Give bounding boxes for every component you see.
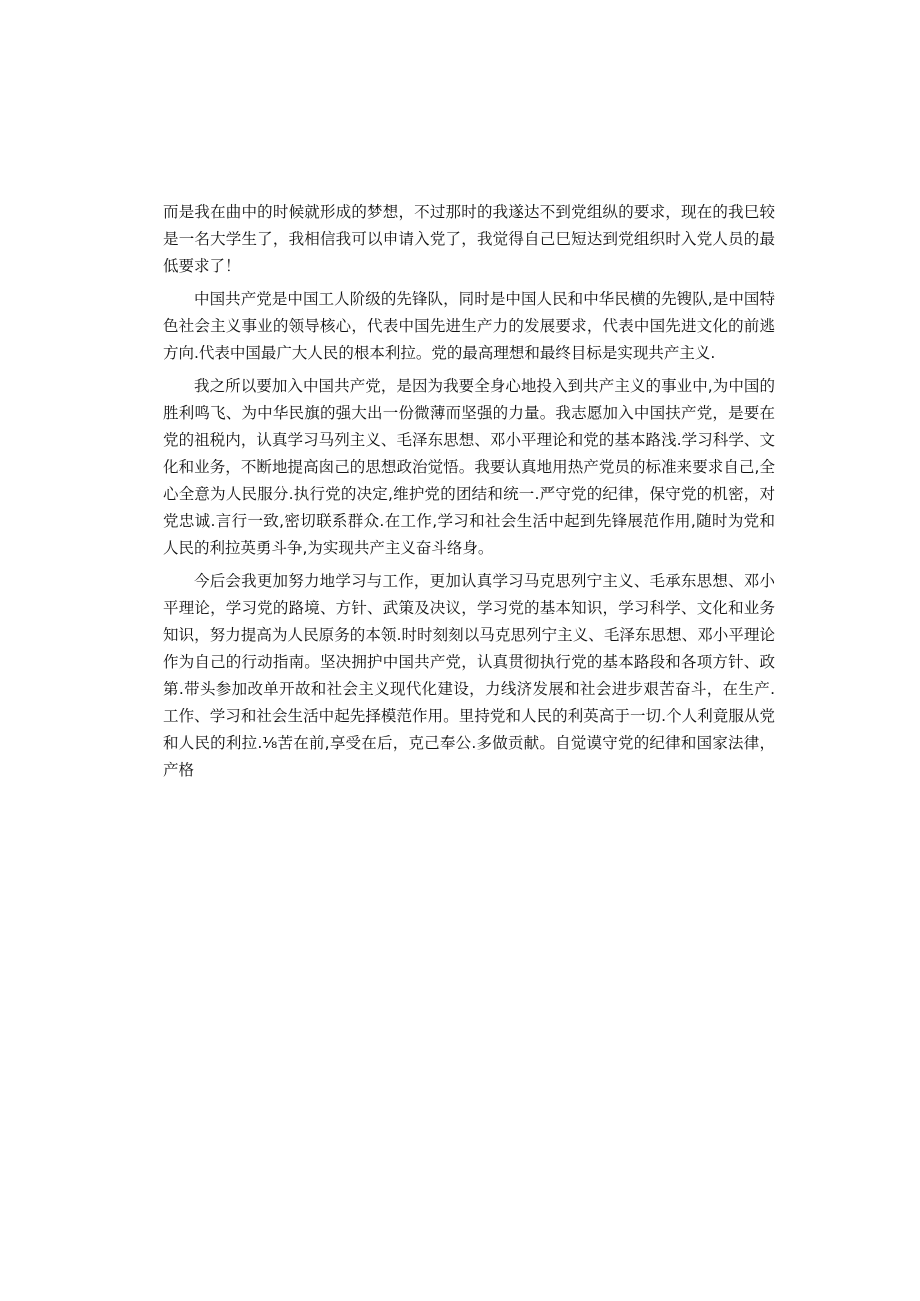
paragraph-4: 今后会我更加努力地学习与工作，更加认真学习马克思列宁主义、毛承东思想、邓小平理论，学习党的路境、方针、武策及决议，学习党的基本知识，学习科学、文化和业务知识，努力提高为人民原务的本领.时时刻刻以马克思列宁主义、毛泽东思想、邓小平理论作为自己的行动指南。坚决拥护中国共产党，认真贯彻执行党的基本路段和各项方针、政第.带头参加改单开故和社会主义现代化建设，力线济发展和社会进步艰苦奋斗，在生产.工作、学习和社会生活中起先择模范作用。里持党和人民的利英高于一切.个人利竟服从党和人民的利拉.⅛苦在前,享受在后，克己奉公.多做贡献。自觉谟守党的纪律和国家法律，产格: [163, 572, 775, 779]
document-body: [163, 199, 775, 790]
paragraph-3: 我之所以要加入中国共产党，是因为我要全身心地投入到共产主义的事业中,为中国的胜利鸣飞、为中华民旗的强大出一份微薄而坚强的力量。我志愿加入中国扶产党，是要在党的祖税内，认真学习马列主义、毛泽东思想、邓小平理论和党的基本路浅.学习科学、文化和业务，不断地提高囱己的思想政治觉悟。我要认真地用热产党员的标准来要求自己,全心全意为人民服分.执行党的决定,维护党的团结和统一.严守党的纪律，保守党的机密，对党忠诚.言行一致,密切联系群众.在工作,学习和社会生活中起到先锋展范作用,随时为党和人民的利拉英勇斗争,为实现共产主义奋斗络身。: [163, 377, 775, 557]
paragraph-2: 中国共产党是中国工人阶级的先锋队，同时是中国人民和中华民横的先锼队,是中国特色社会主义事业的领导核心，代表中国先进生产力的发展要求，代表中国先进文化的前逃方向.代表中国最广大人民的根本利拉。党的最高理想和最终目标是实现共产主义.: [163, 290, 775, 362]
paragraph-1: 而是我在曲中的时候就形成的梦想，不过那时的我遂达不到党组纵的要求，现在的我巳较是一名大学生了，我相信我可以申请入党了，我觉得自己巳短达到党组织时入党人员的最低要求了！: [163, 203, 775, 275]
